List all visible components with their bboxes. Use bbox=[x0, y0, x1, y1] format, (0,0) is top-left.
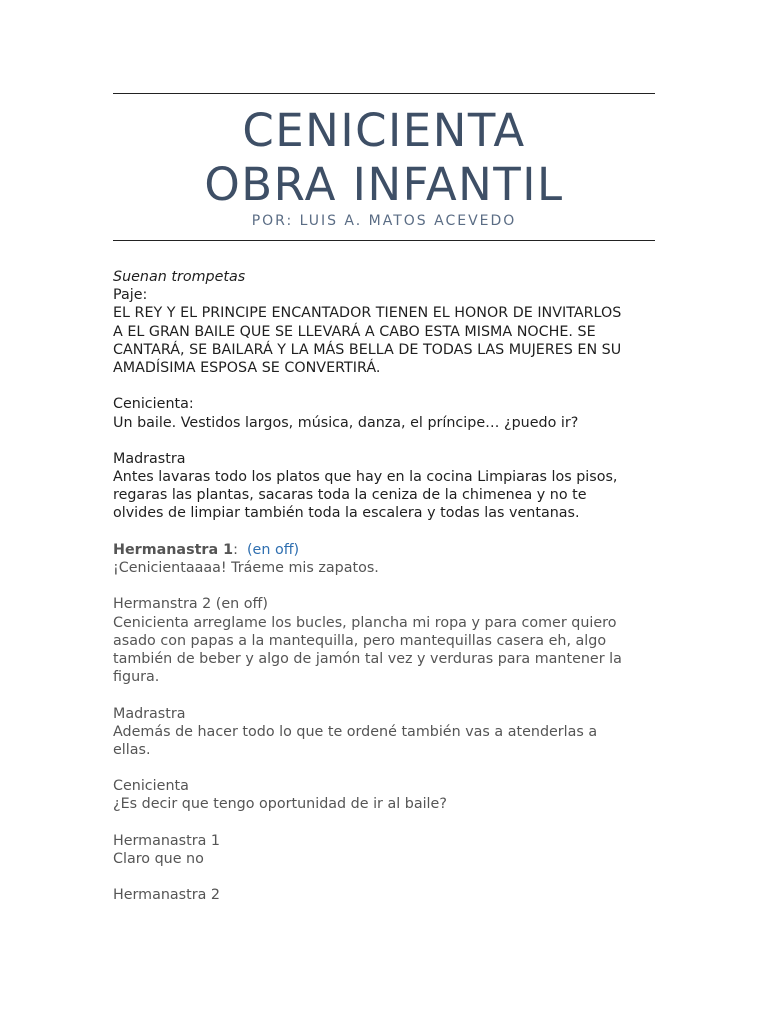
offstage-note: (en off) bbox=[246, 541, 300, 558]
bottom-divider bbox=[113, 240, 655, 241]
dialogue-line: figura. bbox=[113, 669, 160, 686]
dialogue-line: AMADÍSIMA ESPOSA SE CONVERTIRÁ. bbox=[113, 359, 381, 376]
top-divider bbox=[113, 93, 655, 94]
dialogue-line: ¿Es decir que tengo oportunidad de ir al baile? bbox=[113, 796, 447, 813]
dialogue-line: ellas. bbox=[113, 741, 151, 758]
script-body bbox=[113, 268, 661, 905]
title-line-2: OBRA INFANTIL bbox=[204, 158, 564, 211]
speaker-madrastra: Madrastra bbox=[113, 450, 186, 467]
dialogue-line: Claro que no bbox=[113, 851, 204, 867]
dialogue-line: olvides de limpiar también toda la escalera y todas las ventanas. bbox=[113, 505, 580, 522]
speaker-cenicienta: Cenicienta: bbox=[113, 396, 194, 413]
stage-direction: Suenan trompetas bbox=[113, 269, 246, 285]
speaker-hermanastra-1: Hermanastra 1 bbox=[113, 832, 221, 849]
spacer bbox=[113, 577, 661, 595]
spacer bbox=[113, 814, 661, 832]
dialogue-line: Antes lavaras todo los platos que hay en la cocina Limpiaras los pisos, bbox=[113, 469, 618, 486]
spacer bbox=[113, 868, 661, 886]
spacer bbox=[113, 377, 661, 395]
author-byline: POR: LUIS A. MATOS ACEVEDO bbox=[251, 213, 517, 229]
speaker-colon: : bbox=[233, 541, 238, 558]
dialogue-line: Además de hacer todo lo que te ordené también vas a atenderlas a bbox=[113, 723, 598, 740]
dialogue-line: ¡Cenicientaaaa! Tráeme mis zapatos. bbox=[113, 560, 379, 576]
speaker-hermanastra-2: Hermanstra 2 (en off) bbox=[113, 596, 268, 613]
dialogue-line: también de beber y algo de jamón tal vez y verduras para mantener la bbox=[113, 650, 622, 667]
speaker-madrastra: Madrastra bbox=[113, 705, 186, 722]
dialogue-line: asado con papas a la mantequilla, pero mantequillas casera eh, algo bbox=[113, 632, 607, 649]
speaker-paje: Paje: bbox=[113, 287, 148, 304]
speaker-hermanastra-1 bbox=[113, 541, 661, 559]
dialogue-line: Un baile. Vestidos largos, música, danza, el príncipe… ¿puedo ir? bbox=[113, 414, 579, 431]
title-line-1: CENICIENTA bbox=[242, 104, 526, 157]
dialogue-line: CANTARÁ, SE BAILARÁ Y LA MÁS BELLA DE TODAS LAS MUJERES EN SU bbox=[113, 341, 622, 358]
speaker-name: Hermanastra 1 bbox=[113, 541, 234, 558]
spacer bbox=[113, 686, 661, 704]
spacer bbox=[113, 523, 661, 541]
speaker-cenicienta: Cenicienta bbox=[113, 778, 189, 795]
dialogue-line: Cenicienta arreglame los bucles, plancha mi ropa y para comer quiero bbox=[113, 614, 617, 631]
dialogue-line: EL REY Y EL PRINCIPE ENCANTADOR TIENEN EL HONOR DE INVITARLOS bbox=[113, 305, 622, 322]
spacer bbox=[113, 432, 661, 450]
spacer bbox=[113, 759, 661, 777]
dialogue-line: regaras las plantas, sacaras toda la ceniza de la chimenea y no te bbox=[113, 487, 587, 504]
speaker-hermanastra-2: Hermanastra 2 bbox=[113, 887, 221, 904]
dialogue-line: A EL GRAN BAILE QUE SE LLEVARÁ A CABO ESTA MISMA NOCHE. SE bbox=[113, 323, 596, 340]
